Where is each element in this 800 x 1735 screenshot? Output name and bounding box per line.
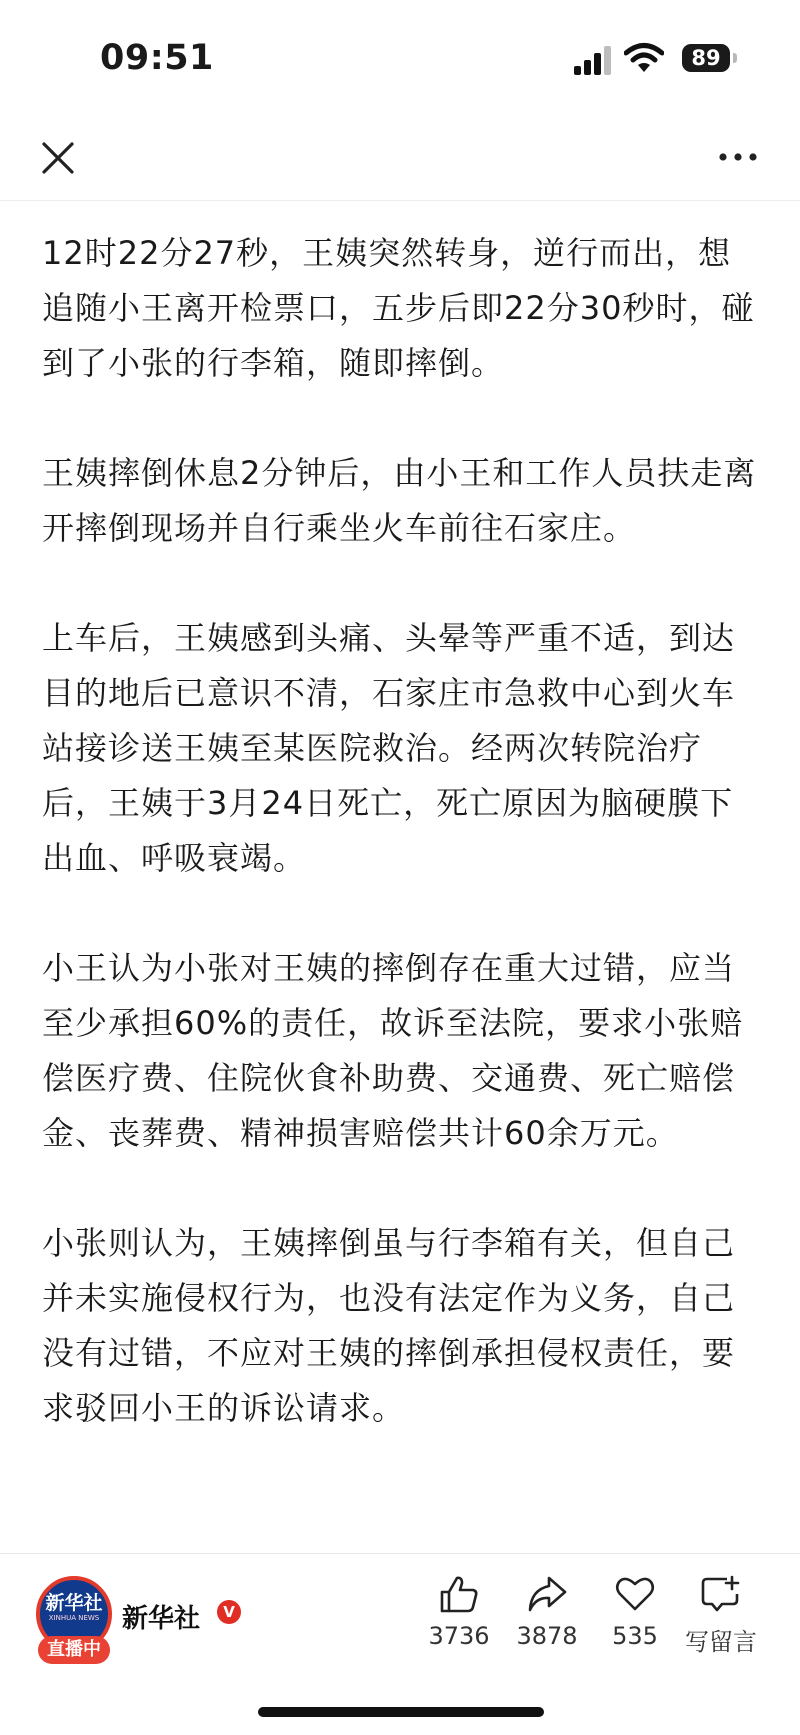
like-button[interactable] xyxy=(414,1574,504,1694)
wifi-icon xyxy=(624,42,664,74)
share-button[interactable] xyxy=(502,1574,592,1694)
more-icon[interactable] xyxy=(716,142,760,172)
heart-icon xyxy=(614,1574,656,1614)
battery-tip xyxy=(733,53,737,63)
article-paragraph: 12时22分27秒，王姨突然转身，逆行而出，想追随小王离开检票口，五步后即22分30秒时，碰到了小张的行李箱，随即摔倒。 xyxy=(42,234,755,382)
article-paragraph: 小张则认为，王姨摔倒虽与行李箱有关，但自己并未实施侵权行为，也没有法定作为义务，自己没有过错，不应对王姨的摔倒承担侵权责任，要求驳回小王的诉讼请求。 xyxy=(42,1224,736,1427)
live-badge[interactable]: 直播中 xyxy=(38,1636,110,1664)
avatar-logo-text: 新华社 xyxy=(45,1592,103,1614)
share-count: 3878 xyxy=(516,1622,578,1650)
thumbs-up-icon xyxy=(438,1574,480,1614)
home-indicator[interactable] xyxy=(258,1707,544,1717)
battery-indicator: 89 xyxy=(682,44,730,72)
cellular-signal-icon xyxy=(574,45,610,75)
status-time: 09:51 xyxy=(100,38,214,78)
verified-icon: V xyxy=(217,1600,241,1624)
comment-icon xyxy=(700,1574,742,1614)
like-count: 3736 xyxy=(428,1622,490,1650)
avatar-logo-subtext: XINHUA NEWS xyxy=(48,1614,100,1622)
article-paragraph: 小王认为小张对王姨的摔倒存在重大过错，应当至少承担60%的责任，故诉至法院，要求小张赔偿医疗费、住院伙食补助费、交通费、死亡赔偿金、丧葬费、精神损害赔偿共计60余万元。 xyxy=(42,949,744,1152)
source-name[interactable]: 新华社 xyxy=(122,1604,201,1634)
comment-button[interactable] xyxy=(676,1574,766,1694)
status-bar xyxy=(0,0,800,118)
nav-bar xyxy=(0,118,800,201)
close-icon[interactable] xyxy=(38,138,78,178)
article-paragraph: 王姨摔倒休息2分钟后，由小王和工作人员扶走离开摔倒现场并自行乘坐火车前往石家庄。 xyxy=(42,454,757,547)
article-body xyxy=(42,226,762,1491)
article-paragraph: 上车后，王姨感到头痛、头晕等严重不适，到达目的地后已意识不清，石家庄市急救中心到火车站接诊送王姨至某医院救治。经两次转院治疗后，王姨于3月24日死亡，死亡原因为脑硬膜下出血、呼吸衰竭。 xyxy=(42,619,736,877)
comment-label: 写留言 xyxy=(685,1628,757,1656)
favorite-count: 535 xyxy=(612,1622,658,1650)
share-icon xyxy=(526,1574,568,1614)
favorite-button[interactable] xyxy=(590,1574,680,1694)
